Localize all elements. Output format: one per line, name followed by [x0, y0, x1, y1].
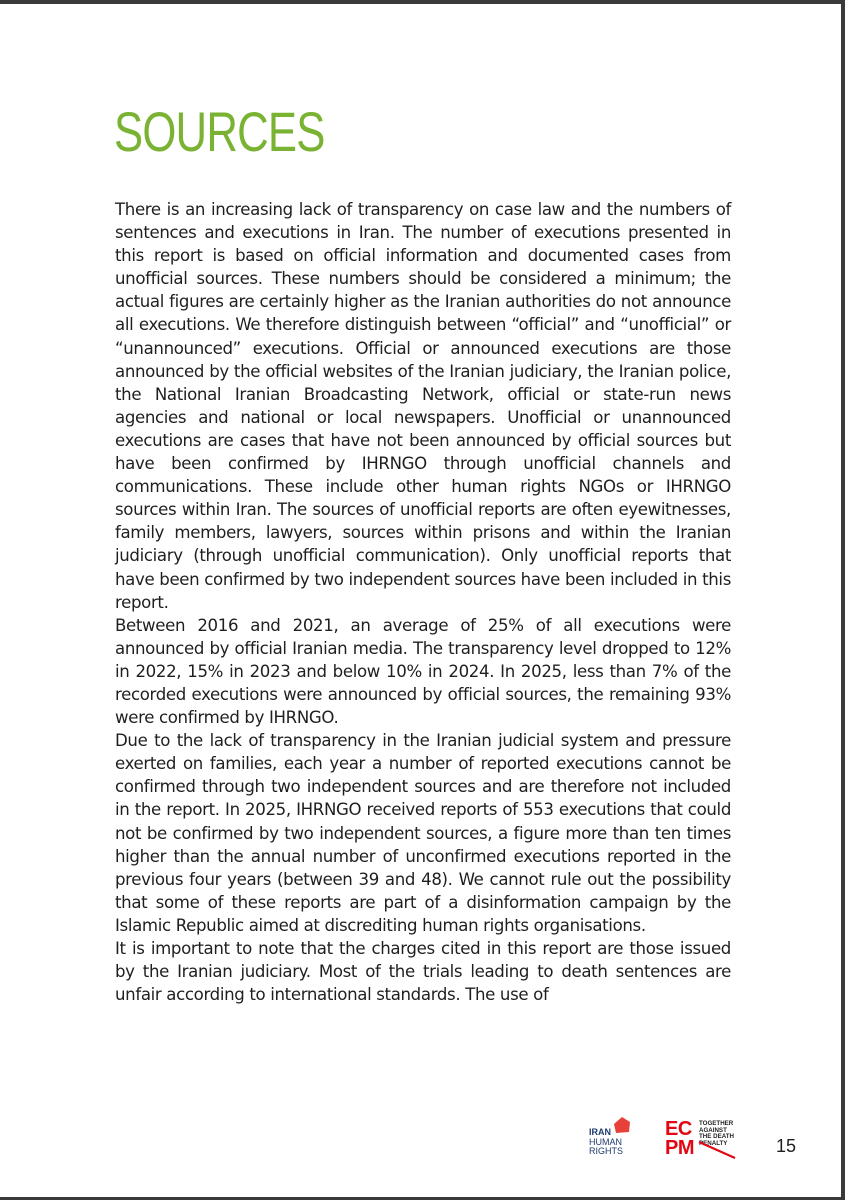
iran-human-rights-logo — [589, 1116, 639, 1160]
page-title: SOURCES — [114, 100, 325, 163]
ihr-logo-line1: IRAN — [589, 1127, 611, 1137]
ecpm-tag-line1: TOGETHER — [699, 1120, 734, 1127]
ecpm-tag-line4: PENALTY — [699, 1139, 728, 1147]
page-frame-right — [841, 0, 845, 1200]
ecpm-tag-line2: AGAINST — [699, 1126, 727, 1134]
ecpm-tag-line3: THE DEATH — [699, 1133, 734, 1141]
ihr-logo-line3: RIGHTS — [589, 1146, 624, 1156]
paragraph-4: It is important to note that the charges cited in this report are those issued by the Iranian judiciary. Most of the trials leading to death sentences are unfair according to international standards. The use of — [115, 939, 731, 1005]
page-frame-top — [0, 0, 845, 4]
ecpm-logo — [665, 1120, 735, 1162]
strike-line-icon — [695, 1140, 739, 1160]
body-text — [115, 198, 731, 1006]
page-number: 15 — [776, 1136, 797, 1156]
ecpm-logo-letters-bottom: PM — [665, 1137, 694, 1159]
paragraph-1: There is an increasing lack of transparency on case law and the numbers of sentences and executions in Iran. The number of executions presented in this report is based on official information and documented cases from unofficial sources. These numbers should be considered a minimum; the actual figures are certainly higher as the Iranian authorities do not announce all executions. We therefore distinguish between “official” and “unofficial” or “unannounced” executions. Official or announced executions are those announced by the official websites of the Iranian judiciary, the Iranian police, the National Iranian Broadcasting Network, official or state-run news agencies and national or local newspapers. Unofficial or unannounced executions are cases that have not been announced by official sources but have been confirmed by IHRNGO through unofficial channels and communications. These include other human rights NGOs or IHRNGO sources within Iran. The sources of unofficial reports are often eyewitnesses, family members, lawyers, sources within prisons and within the Iranian judiciary (through unofficial communication). Only unofficial reports that have been confirmed by two independent sources have been included in this report. — [115, 200, 731, 612]
paragraph-2: Between 2016 and 2021, an average of 25% of all executions were announced by official Iranian media. The transparency level dropped to 12% in 2022, 15% in 2023 and below 10% in 2024. In 2025, less than 7% of the recorded executions were announced by official sources, the remaining 93% were confirmed by IHRNGO. — [115, 615, 731, 728]
ecpm-logo-letters-top: EC — [665, 1118, 692, 1140]
ihr-logo-line2: HUMAN — [589, 1136, 622, 1147]
paragraph-3: Due to the lack of transparency in the Iranian judicial system and pressure exerted on families, each year a number of reported executions cannot be confirmed through two independent sources and are therefore not included in the report. In 2025, IHRNGO received reports of 553 executions that could not be confirmed by two independent sources, a figure more than ten times higher than the annual number of unconfirmed executions reported in the previous four years (between 39 and 48). We cannot rule out the possibility that some of these reports are part of a disinformation campaign by the Islamic Republic aimed at discrediting human rights organisations. — [115, 731, 731, 935]
